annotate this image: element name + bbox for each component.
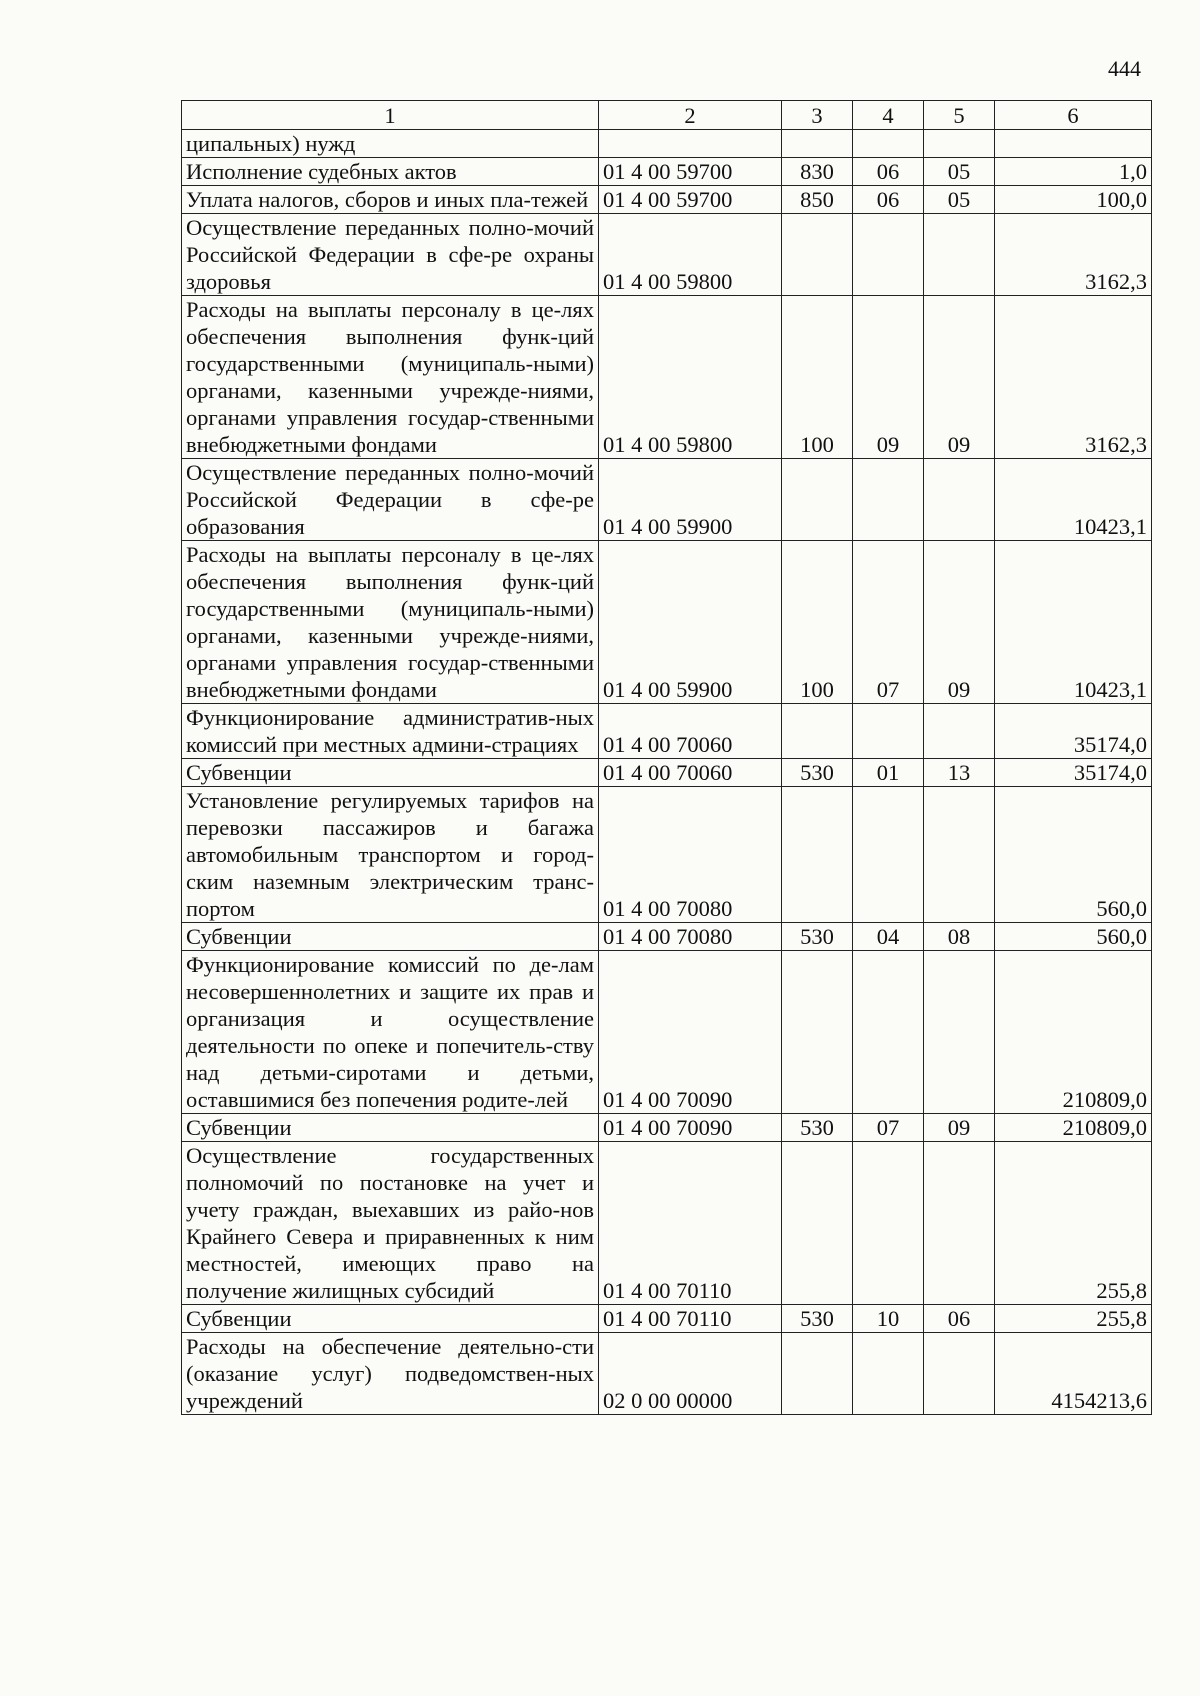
row-code: 01 4 00 70110 <box>599 1305 782 1333</box>
row-code: 01 4 00 70090 <box>599 1114 782 1142</box>
row-code: 01 4 00 70060 <box>599 704 782 759</box>
row-amount: 255,8 <box>995 1305 1152 1333</box>
row-col4 <box>853 1333 924 1415</box>
row-code: 01 4 00 70080 <box>599 923 782 951</box>
row-description: Установление регулируемых тарифов на перевозки пассажиров и багажа автомобильным транспортом и город-ским наземным электрическим транс-портом <box>182 787 599 923</box>
row-col5 <box>924 704 995 759</box>
table-row <box>182 759 1152 787</box>
row-col3: 850 <box>782 186 853 214</box>
row-col4: 01 <box>853 759 924 787</box>
row-col3 <box>782 459 853 541</box>
table-header-row <box>182 101 1152 130</box>
budget-table <box>181 100 1152 1415</box>
table-row <box>182 1142 1152 1305</box>
row-col4: 04 <box>853 923 924 951</box>
row-amount: 35174,0 <box>995 759 1152 787</box>
row-amount: 10423,1 <box>995 459 1152 541</box>
row-description: Функционирование административ-ных комиссий при местных админи-страциях <box>182 704 599 759</box>
page-number: 444 <box>1108 56 1141 81</box>
table-row <box>182 923 1152 951</box>
row-col3: 530 <box>782 923 853 951</box>
row-amount: 35174,0 <box>995 704 1152 759</box>
row-code: 01 4 00 70110 <box>599 1142 782 1305</box>
row-col3: 530 <box>782 1114 853 1142</box>
row-col3: 530 <box>782 1305 853 1333</box>
row-col3: 100 <box>782 296 853 459</box>
row-col3: 530 <box>782 759 853 787</box>
row-amount: 100,0 <box>995 186 1152 214</box>
row-code: 01 4 00 59900 <box>599 459 782 541</box>
row-amount: 210809,0 <box>995 951 1152 1114</box>
table-row <box>182 186 1152 214</box>
row-col3 <box>782 787 853 923</box>
table-row <box>182 787 1152 923</box>
row-col4: 07 <box>853 1114 924 1142</box>
row-description: Осуществление переданных полно-мочий Российской Федерации в сфе-ре образования <box>182 459 599 541</box>
row-code: 01 4 00 70060 <box>599 759 782 787</box>
row-col5: 05 <box>924 158 995 186</box>
row-code: 01 4 00 59900 <box>599 541 782 704</box>
row-description: Расходы на выплаты персоналу в це-лях обеспечения выполнения функ-ций государственными (муниципаль-ными) органами, казенными учрежде-ниями, органами управления государ-ственными внебюджетными фондами <box>182 541 599 704</box>
column-header-5: 5 <box>924 101 995 130</box>
row-description: Исполнение судебных актов <box>182 158 599 186</box>
table-row <box>182 1305 1152 1333</box>
row-col3 <box>782 1333 853 1415</box>
row-code: 01 4 00 59700 <box>599 158 782 186</box>
row-col3 <box>782 214 853 296</box>
table-row <box>182 1114 1152 1142</box>
column-header-1: 1 <box>182 101 599 130</box>
row-description: Уплата налогов, сборов и иных пла-тежей <box>182 186 599 214</box>
row-col5: 09 <box>924 1114 995 1142</box>
row-col4 <box>853 951 924 1114</box>
row-col4 <box>853 1142 924 1305</box>
row-col5 <box>924 951 995 1114</box>
row-amount: 210809,0 <box>995 1114 1152 1142</box>
table-row <box>182 214 1152 296</box>
row-col5 <box>924 214 995 296</box>
row-col3: 830 <box>782 158 853 186</box>
row-description: Субвенции <box>182 759 599 787</box>
row-amount: 10423,1 <box>995 541 1152 704</box>
row-amount: 560,0 <box>995 923 1152 951</box>
row-col4: 06 <box>853 186 924 214</box>
row-col4 <box>853 214 924 296</box>
row-code: 01 4 00 70080 <box>599 787 782 923</box>
row-col3 <box>782 704 853 759</box>
row-code: 01 4 00 59800 <box>599 214 782 296</box>
row-col5: 05 <box>924 186 995 214</box>
row-code: 01 4 00 59800 <box>599 296 782 459</box>
row-col3 <box>782 1142 853 1305</box>
column-header-6: 6 <box>995 101 1152 130</box>
row-description: Расходы на обеспечение деятельно-сти (оказание услуг) подведомствен-ных учреждений <box>182 1333 599 1415</box>
row-col5 <box>924 1333 995 1415</box>
row-amount: 560,0 <box>995 787 1152 923</box>
row-description: Расходы на выплаты персоналу в це-лях обеспечения выполнения функ-ций государственными (муниципаль-ными) органами, казенными учрежде-ниями, органами управления государ-ственными внебюджетными фондами <box>182 296 599 459</box>
table-row <box>182 951 1152 1114</box>
row-col5: 08 <box>924 923 995 951</box>
table-body <box>182 130 1152 1415</box>
row-col5 <box>924 130 995 158</box>
table-row <box>182 1333 1152 1415</box>
row-description: Осуществление переданных полно-мочий Российской Федерации в сфе-ре охраны здоровья <box>182 214 599 296</box>
row-amount: 1,0 <box>995 158 1152 186</box>
row-description: Функционирование комиссий по де-лам несовершеннолетних и защите их прав и организация и осуществление деятельности по опеке и попечитель-ству над детьми-сиротами и детьми, оставшимися без попечения родите-лей <box>182 951 599 1114</box>
row-col5: 09 <box>924 296 995 459</box>
row-col4: 10 <box>853 1305 924 1333</box>
table-row <box>182 130 1152 158</box>
table-row <box>182 296 1152 459</box>
row-description: Осуществление государственных полномочий по постановке на учет и учету граждан, выехавших из райо-нов Крайнего Севера и приравненных к ним местностей, имеющих право на получение жилищных субсидий <box>182 1142 599 1305</box>
table-row <box>182 541 1152 704</box>
row-code: 01 4 00 59700 <box>599 186 782 214</box>
table-row <box>182 459 1152 541</box>
row-col5: 09 <box>924 541 995 704</box>
row-description: Субвенции <box>182 1305 599 1333</box>
column-header-4: 4 <box>853 101 924 130</box>
row-col4: 09 <box>853 296 924 459</box>
row-col3: 100 <box>782 541 853 704</box>
row-col4 <box>853 787 924 923</box>
table-row <box>182 158 1152 186</box>
table-row <box>182 704 1152 759</box>
row-col5 <box>924 1142 995 1305</box>
row-col3 <box>782 951 853 1114</box>
row-code: 02 0 00 00000 <box>599 1333 782 1415</box>
row-code <box>599 130 782 158</box>
row-col5: 13 <box>924 759 995 787</box>
row-amount: 3162,3 <box>995 214 1152 296</box>
row-description: Субвенции <box>182 1114 599 1142</box>
row-col4: 07 <box>853 541 924 704</box>
row-col5 <box>924 787 995 923</box>
row-col3 <box>782 130 853 158</box>
column-header-2: 2 <box>599 101 782 130</box>
row-amount <box>995 130 1152 158</box>
row-description: ципальных) нужд <box>182 130 599 158</box>
row-amount: 4154213,6 <box>995 1333 1152 1415</box>
row-amount: 3162,3 <box>995 296 1152 459</box>
column-header-3: 3 <box>782 101 853 130</box>
row-col4 <box>853 130 924 158</box>
row-col5 <box>924 459 995 541</box>
row-col4 <box>853 704 924 759</box>
row-col4: 06 <box>853 158 924 186</box>
row-description: Субвенции <box>182 923 599 951</box>
row-amount: 255,8 <box>995 1142 1152 1305</box>
row-col5: 06 <box>924 1305 995 1333</box>
row-col4 <box>853 459 924 541</box>
row-code: 01 4 00 70090 <box>599 951 782 1114</box>
